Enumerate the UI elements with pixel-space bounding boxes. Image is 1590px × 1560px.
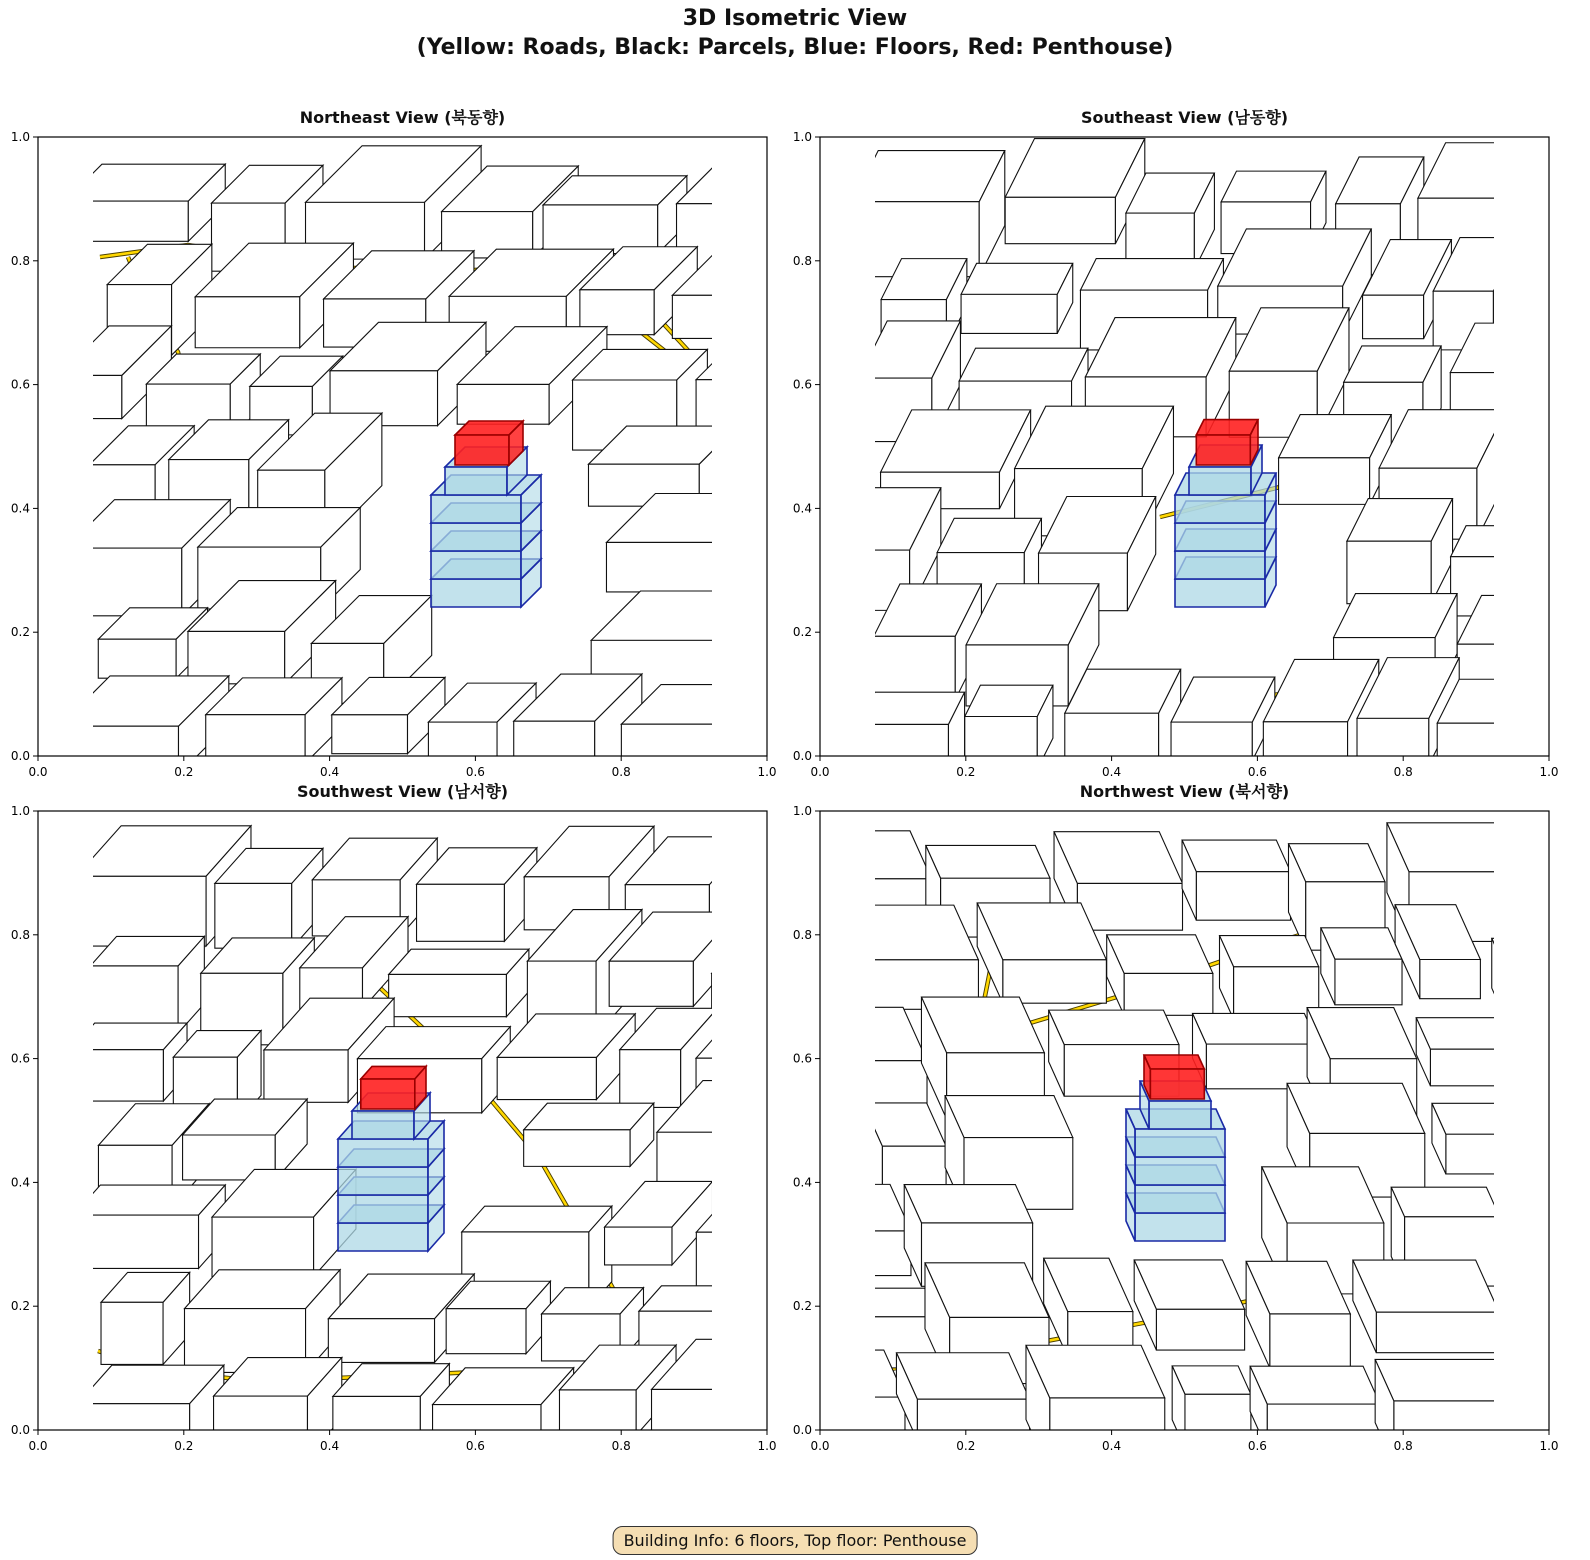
parcel-building: [1503, 424, 1590, 531]
parcel-building: [1134, 1260, 1244, 1350]
panel-title: Northeast View (북동향): [299, 108, 506, 127]
x-tick-label: 0.6: [1247, 765, 1267, 779]
x-tick-label: 0.4: [1102, 1439, 1122, 1453]
parcel-building: [1005, 139, 1145, 244]
penthouse: [455, 421, 523, 465]
parcel-building: [1250, 1366, 1380, 1449]
parcel-building: [497, 1014, 635, 1100]
x-tick-label: 0.6: [465, 1439, 485, 1453]
parcel-building: [1321, 928, 1402, 1005]
parcel-building: [389, 949, 529, 1017]
x-tick-label: 0.2: [956, 1439, 976, 1453]
x-tick-label: 0.2: [174, 765, 194, 779]
parcel-building: [1219, 936, 1318, 1020]
panel-plot: [780, 130, 1569, 796]
parcel-building: [1347, 499, 1453, 604]
x-tick-label: 1.0: [757, 765, 777, 779]
y-tick-label: 0.4: [10, 1175, 30, 1190]
x-tick-label: 0.0: [810, 765, 830, 779]
parcel-building: [853, 151, 1005, 277]
panel-title: Northwest View (북서향): [1079, 782, 1290, 801]
panel-northeast-view: [10, 108, 777, 779]
parcel-building: [1107, 935, 1213, 1015]
y-tick-label: 0.2: [10, 625, 30, 640]
parcel-building: [60, 676, 229, 775]
x-tick-label: 0.2: [956, 765, 976, 779]
parcel-building: [101, 1272, 190, 1364]
x-tick-label: 1.0: [757, 1439, 777, 1453]
panel-plot: [0, 804, 787, 1470]
parcel-building: [965, 685, 1053, 769]
parcel-building: [1182, 840, 1290, 920]
y-tick-label: 0.6: [792, 377, 812, 392]
parcel-building: [543, 176, 687, 254]
figure-title-line-2: (Yellow: Roads, Black: Parcels, Blue: Floors, Red: Penthouse): [416, 35, 1174, 60]
parcel-building: [333, 1364, 450, 1451]
parcel-building: [212, 1169, 356, 1276]
parcels: [71, 826, 894, 1472]
panel-southeast-view: [792, 108, 1559, 779]
y-tick-label: 0.6: [10, 377, 30, 392]
y-tick-label: 0.8: [792, 253, 812, 268]
y-tick-label: 0.4: [792, 501, 812, 516]
parcel-building: [1193, 1013, 1319, 1088]
parcel-building: [961, 263, 1073, 333]
penthouse: [1144, 1055, 1204, 1099]
parcel-building: [1279, 415, 1392, 505]
parcel-building: [1492, 938, 1587, 1017]
parcel-building: [1353, 1260, 1499, 1353]
x-tick-label: 0.6: [1247, 1439, 1267, 1453]
panel-northwest-view: [792, 782, 1559, 1453]
parcel-building: [524, 1103, 654, 1166]
figure-title-line-1: 3D Isometric View: [682, 6, 908, 31]
x-tick-label: 1.0: [1539, 1439, 1559, 1453]
parcel-building: [78, 1365, 224, 1471]
y-tick-label: 0.0: [792, 1423, 812, 1437]
parcel-building: [606, 494, 766, 592]
panel-title: Southwest View (남서향): [296, 782, 509, 801]
x-tick-label: 0.2: [174, 1439, 194, 1453]
x-tick-label: 0.0: [28, 765, 48, 779]
target-building: [431, 421, 541, 607]
y-tick-label: 0.4: [792, 1175, 812, 1190]
panel-title: Southeast View (남동향): [1080, 108, 1289, 127]
parcel-building: [896, 1353, 1029, 1441]
parcel-building: [74, 1185, 226, 1268]
x-tick-label: 0.6: [465, 765, 485, 779]
target-building: [1175, 420, 1276, 607]
parcel-building: [1432, 1103, 1529, 1174]
parcel-building: [1044, 1258, 1133, 1357]
parcel-building: [446, 1281, 550, 1353]
y-tick-label: 0.0: [10, 749, 30, 763]
parcel-building: [1026, 1345, 1165, 1472]
y-tick-label: 0.6: [10, 1051, 30, 1066]
x-tick-label: 0.4: [1102, 765, 1122, 779]
panel-plot: [0, 130, 787, 796]
y-tick-label: 0.8: [10, 927, 30, 942]
parcel-building: [1172, 1366, 1251, 1448]
penthouse: [361, 1066, 426, 1109]
x-tick-label: 0.4: [320, 1439, 340, 1453]
parcel-building: [848, 905, 979, 1009]
parcel-building: [1511, 233, 1590, 350]
y-tick-label: 0.8: [792, 927, 812, 942]
panel-southwest-view: [10, 782, 777, 1453]
y-tick-label: 0.2: [10, 1299, 30, 1314]
x-tick-label: 0.0: [810, 1439, 830, 1453]
x-tick-label: 0.8: [1393, 765, 1413, 779]
y-tick-label: 1.0: [10, 804, 30, 818]
scene: [842, 139, 1590, 798]
y-tick-label: 0.2: [792, 625, 812, 640]
parcel-building: [1416, 1018, 1519, 1086]
parcel-building: [1437, 679, 1586, 769]
y-tick-label: 0.2: [792, 1299, 812, 1314]
y-tick-label: 1.0: [792, 804, 812, 818]
x-tick-label: 0.8: [611, 1439, 631, 1453]
figure-title: [0, 4, 1590, 62]
y-tick-label: 0.0: [792, 749, 812, 763]
x-tick-label: 0.4: [320, 765, 340, 779]
y-tick-label: 0.0: [10, 1423, 30, 1437]
parcel-building: [1171, 677, 1275, 761]
x-tick-label: 0.8: [611, 765, 631, 779]
y-tick-label: 0.8: [10, 253, 30, 268]
y-tick-label: 1.0: [10, 130, 30, 144]
parcel-building: [1451, 526, 1582, 616]
x-tick-label: 1.0: [1539, 765, 1559, 779]
parcel-building: [1126, 173, 1215, 269]
scene: [819, 823, 1587, 1472]
scene: [59, 146, 843, 793]
building-info-box: Building Info: 6 floors, Top floor: Penthouse: [613, 1526, 978, 1555]
parcel-building: [433, 1368, 574, 1470]
parcel-building: [977, 903, 1106, 1003]
scene: [71, 826, 894, 1472]
parcel-building: [71, 1023, 187, 1101]
panel-plot: [780, 804, 1569, 1470]
y-tick-label: 0.4: [10, 501, 30, 516]
y-tick-label: 0.6: [792, 1051, 812, 1066]
parcel-building: [90, 936, 204, 1033]
penthouse: [1196, 420, 1258, 465]
parcel-building: [1457, 595, 1590, 685]
parcel-building: [65, 164, 225, 241]
x-tick-label: 0.0: [28, 1439, 48, 1453]
parcel-building: [1065, 669, 1181, 786]
x-tick-label: 0.8: [1393, 1439, 1413, 1453]
y-tick-label: 1.0: [792, 130, 812, 144]
